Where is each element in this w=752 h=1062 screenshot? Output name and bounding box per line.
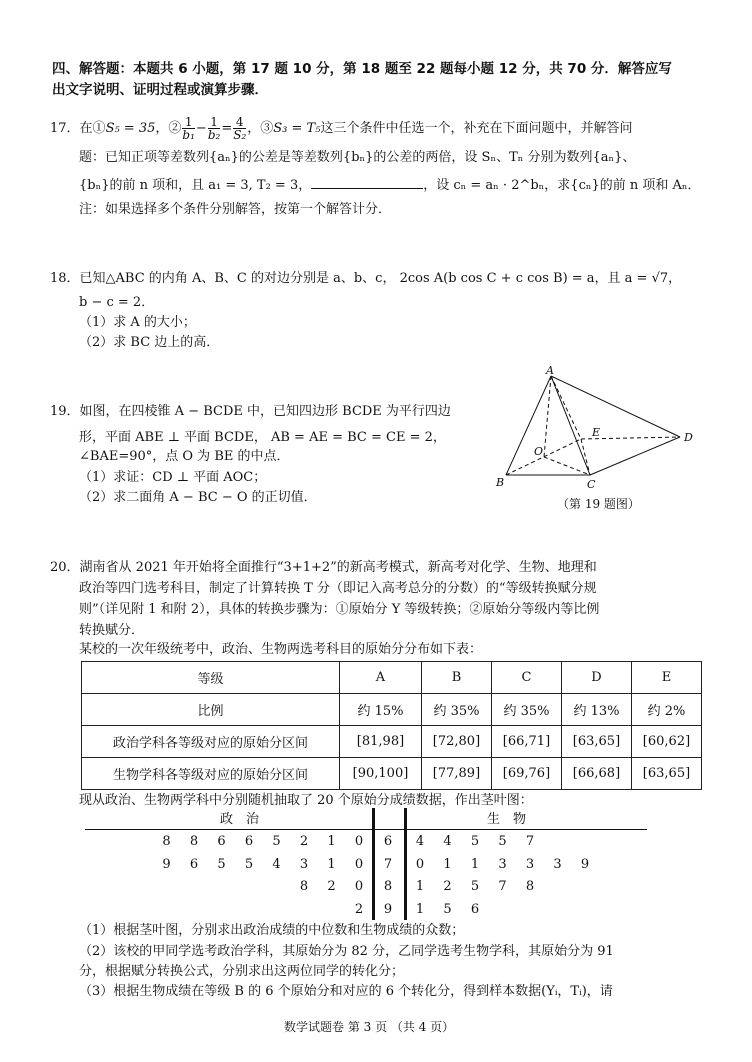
q17-line2: 题：已知正项等差数列{aₙ}的公差是等差数列{bₙ}的公差的两倍，设 Sₙ、Tₙ 分别为数列{aₙ}、 <box>79 150 636 165</box>
right-leaf: 4 <box>443 834 452 849</box>
q20-part2: （2）该校的甲同学选考政治学科，其原始分为 82 分，乙同学选考生物学科，其原始分为 91 <box>79 944 614 959</box>
q18-line2: b − c = 2． <box>79 295 155 310</box>
stem-divider-right <box>404 808 407 920</box>
q17-frac2: $\frac{1}{\text{b₂}}$ <box>207 115 221 142</box>
right-leaf: 7 <box>498 879 507 894</box>
edge-AD <box>551 376 680 437</box>
left-leaf: 1 <box>327 834 336 849</box>
q19-number: 19． <box>50 404 80 419</box>
q17-frac1: $\frac{1}{\text{b₁}}$ <box>182 115 195 142</box>
edge-AC <box>551 376 590 475</box>
right-leaf: 0 <box>415 857 425 872</box>
edge-CD <box>590 437 680 475</box>
left-leaf: 5 <box>217 857 226 872</box>
left-leaf: 9 <box>162 857 171 872</box>
q17-frac3: $\frac{4}{\text{S₂}}$ <box>233 115 247 142</box>
q17-line3: {bₙ}的前 n 项和，且 a₁ = 3, T₂ = 3， ，设 cₙ = aₙ · 2^bₙ，求{cₙ}的前 n 项和 Aₙ． <box>79 178 701 193</box>
right-leaf: 7 <box>525 834 535 849</box>
right-leaf: 5 <box>470 834 480 849</box>
label-O: O <box>534 445 544 458</box>
left-leaf: 2 <box>299 834 309 849</box>
right-leaf: 5 <box>443 902 452 917</box>
q17-cond3: S₃ = T₅ <box>273 121 321 136</box>
left-leaf: 0 <box>354 834 364 849</box>
q20-part2-cont: 分，根据赋分转换公式，分别求出这两位同学的转化分； <box>79 964 405 979</box>
left-leaf: 2 <box>354 902 364 917</box>
stem-header-rule <box>85 829 647 830</box>
pyramid-figure <box>490 362 710 517</box>
left-leaf: 8 <box>162 834 171 849</box>
edge-AB <box>506 376 551 475</box>
q18-number: 18． <box>50 271 80 286</box>
left-leaf: 3 <box>299 857 309 872</box>
right-leaf: 4 <box>415 834 425 849</box>
left-leaf: 1 <box>327 857 336 872</box>
q17-note: 注：如果选择多个条件分别解答，按第一个解答计分． <box>79 202 392 217</box>
q20-number: 20． <box>50 560 80 575</box>
q20-part3: （3）根据生物成绩在等级 B 的 6 个原始分和对应的 6 个转化分，得到样本数据(Yᵢ，Tᵢ)，请 <box>79 984 613 999</box>
label-D: D <box>684 431 693 444</box>
q20-line1: 20．湖南省从 2021 年开始将全面推行“3+1+2”的新高考模式，新高考对化学、生物、地理和 <box>50 560 597 575</box>
table-row: 比例 约 15% 约 35% 约 35% 约 13% 约 2% <box>82 694 702 726</box>
left-leaf: 4 <box>272 857 281 872</box>
right-leaf: 5 <box>498 834 507 849</box>
right-leaf: 9 <box>580 857 590 872</box>
stem-right-title: 生 物 <box>487 812 527 827</box>
left-leaf: 5 <box>272 834 281 849</box>
q17-cond1: S₅ = 35 <box>105 121 156 136</box>
figure-caption: （第 19 题图） <box>557 497 640 511</box>
label-A: A <box>546 364 554 377</box>
edge-BE <box>506 439 581 475</box>
grade-table <box>81 661 702 790</box>
q17-number: 17． <box>50 121 80 136</box>
label-E: E <box>592 426 601 439</box>
q19-line2: 形，平面 ABE ⊥ 平面 BCDE， AB = AE = BC = CE = 2， <box>79 430 446 445</box>
q20-line4: 转换赋分． <box>79 623 145 638</box>
left-leaf: 8 <box>299 879 309 894</box>
stem-divider-left <box>372 808 375 920</box>
table-row: 生物学科各等级对应的原始分区间 [90,100] [77,89] [69,76] [66,68] [63,65] <box>82 758 702 790</box>
stem-intro: 现从政治、生物两学科中分别随机抽取了 20 个原始分成绩数据，作出茎叶图： <box>79 793 533 808</box>
q19-part1: （1）求证：CD ⊥ 平面 AOC； <box>79 470 267 485</box>
q20-line3: 则”（详见附 1 和附 2），具体的转换步骤为：①原始分 Y 等级转换；②原始分等级内等比例 <box>79 602 600 617</box>
left-leaf: 6 <box>217 834 226 849</box>
stem-left-title: 政 治 <box>220 812 260 827</box>
q17-line1: 17．在①S₅ = 35，② $\frac{1}{\text{b₁}}$ − $\frac{1}{\text{b₂}}$ = $\frac{4}{\text{S₂}}$ ，③S₃ = T₅这三个条件中任选一个，补充在下面问题中，并解答问 <box>50 115 633 142</box>
stem-value: 7 <box>383 857 393 872</box>
table-header-row: 等级 A B C D E <box>82 662 702 694</box>
table-row: 政治学科各等级对应的原始分区间 [81,98] [72,80] [66,71] [63,65] [60,62] <box>82 726 702 758</box>
left-leaf: 2 <box>327 879 336 894</box>
q17-answer-blank <box>311 176 423 189</box>
segment-OC <box>544 457 590 475</box>
left-leaf: 0 <box>354 857 364 872</box>
edge-EC <box>581 439 590 475</box>
q18-line1: 18．已知△ABC 的内角 A、B、C 的对边分别是 a、b、c， 2cos A(b cos C + c cos B) = a，且 a = √7， <box>50 271 682 286</box>
left-leaf: 6 <box>244 834 254 849</box>
left-leaf: 8 <box>189 834 199 849</box>
left-leaf: 5 <box>244 857 254 872</box>
right-leaf: 3 <box>525 857 535 872</box>
right-leaf: 3 <box>553 857 562 872</box>
right-leaf: 8 <box>525 879 535 894</box>
stem-value: 6 <box>383 834 393 849</box>
right-leaf: 1 <box>415 902 425 917</box>
right-leaf: 1 <box>415 879 425 894</box>
right-leaf: 1 <box>443 857 452 872</box>
right-leaf: 1 <box>470 857 480 872</box>
right-leaf: 6 <box>470 902 480 917</box>
right-leaf: 5 <box>470 879 480 894</box>
left-leaf: 0 <box>354 879 364 894</box>
q19-line3: ∠BAE=90°，点 O 为 BE 的中点． <box>79 449 290 464</box>
edge-AE <box>551 376 581 439</box>
page-footer: 数学试题卷 第 3 页 （共 4 页） <box>284 1020 455 1034</box>
left-leaf: 6 <box>189 857 199 872</box>
q20-line2: 政治等四门选考科目，制定了计算转换 T 分（即记入高考总分的分数）的“等级转换赋分规 <box>79 581 597 596</box>
stem-value: 8 <box>383 879 393 894</box>
q19-part2: （2）求二面角 A − BC − O 的正切值． <box>79 490 317 505</box>
q20-part1: （1）根据茎叶图，分别求出政治成绩的中位数和生物成绩的众数； <box>79 923 465 938</box>
section-heading-line2: 出文字说明、证明过程或演算步骤． <box>52 82 268 98</box>
label-C: C <box>587 478 596 491</box>
q18-part2: （2）求 BC 边上的高． <box>79 335 220 350</box>
q20-line5: 某校的一次年级统考中，政治、生物两选考科目的原始分分布如下表： <box>79 642 483 657</box>
stem-value: 9 <box>383 902 393 917</box>
right-leaf: 2 <box>443 879 452 894</box>
q19-line1: 19．如图，在四棱锥 A − BCDE 中，已知四边形 BCDE 为平行四边 <box>50 404 451 419</box>
q18-part1: （1）求 A 的大小； <box>79 315 196 330</box>
section-heading: 四、解答题：本题共 6 小题，第 17 题 10 分，第 18 题至 22 题每小题 12 分，共 70 分．解答应写 <box>52 61 672 77</box>
label-B: B <box>496 476 505 489</box>
right-leaf: 3 <box>498 857 507 872</box>
